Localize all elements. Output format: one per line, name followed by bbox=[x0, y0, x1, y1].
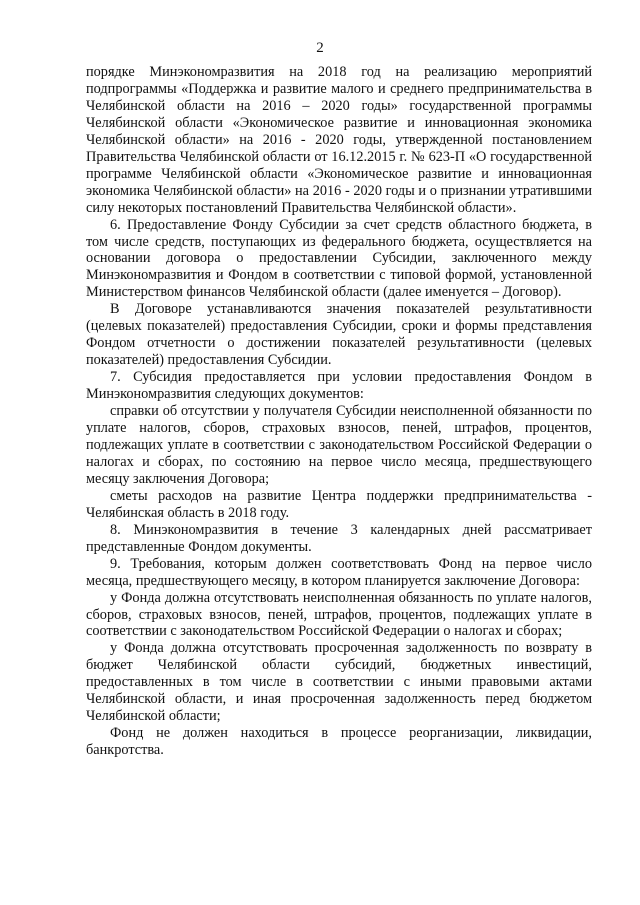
paragraph-item-9: 9. Требования, которым должен соответствовать Фонд на первое число месяца, предшествующего месяцу, в котором планируется заключение Договора: bbox=[86, 555, 592, 589]
paragraph-requirement-taxes: у Фонда должна отсутствовать неисполненная обязанность по уплате налогов, сборов, страховых взносов, пеней, штрафов, процентов, подлежащих уплате в соответствии с законодательством Российской Федерации о налогах и сборах; bbox=[86, 589, 592, 640]
document-body bbox=[86, 64, 592, 759]
paragraph-expense-estimate: сметы расходов на развитие Центра поддержки предпринимательства - Челябинская область в 2018 году. bbox=[86, 487, 592, 521]
paragraph-requirement-debt: у Фонда должна отсутствовать просроченная задолженность по возврату в бюджет Челябинской области субсидий, бюджетных инвестиций, предоставленных в том числе в соответствии с иными правовыми актами Челябинской области, и иная просроченная задолженность перед бюджетом Челябинской области; bbox=[86, 640, 592, 725]
paragraph-item-8: 8. Минэкономразвития в течение 3 календарных дней рассматривает представленные Фондом документы. bbox=[86, 521, 592, 555]
paragraph-tax-certificate: справки об отсутствии у получателя Субсидии неисполненной обязанности по уплате налогов, сборов, страховых взносов, пеней, штрафов, процентов, подлежащих уплате в соответствии с законодательством Российской Федерации о налогах и сборах, по состоянию на первое число месяца, предшествующего месяцу заключения Договора; bbox=[86, 403, 592, 487]
paragraph-continuation: порядке Минэкономразвития на 2018 год на реализацию мероприятий подпрограммы «Поддержка и развитие малого и среднего предпринимательства в Челябинской области на 2016 – 2020 годы» государственной программы Челябинской области «Экономическое развитие и инновационная экономика Челябинской области» на 2016 - 2020 годы, утвержденной постановлением Правительства Челябинской области от 16.12.2015 г. № 623-П «О государственной программе Челябинской области «Экономическое развитие и инновационная экономика Челябинской области» на 2016 - 2020 годы и о признании утратившими силу некоторых постановлений Правительства Челябинской области». bbox=[86, 64, 592, 216]
page-number: 2 bbox=[316, 40, 324, 56]
paragraph-item-7: 7. Субсидия предоставляется при условии предоставления Фондом в Минэкономразвития следующих документов: bbox=[86, 369, 592, 403]
paragraph-agreement-indicators: В Договоре устанавливаются значения показателей результативности (целевых показателей) предоставления Субсидии, сроки и формы представления Фондом отчетности о достижении показателей результативности (целевых показателей) предоставления Субсидии. bbox=[86, 301, 592, 369]
paragraph-requirement-reorganization: Фонд не должен находиться в процессе реорганизации, ликвидации, банкротства. bbox=[86, 725, 592, 759]
paragraph-item-6: 6. Предоставление Фонду Субсидии за счет средств областного бюджета, в том числе средств, поступающих из федерального бюджета, осуществляется на основании договора о предоставлении Субсидии, заключенного между Минэкономразвития и Фондом в соответствии с типовой формой, установленной Министерством финансов Челябинской области (далее именуется – Договор). bbox=[86, 216, 592, 301]
